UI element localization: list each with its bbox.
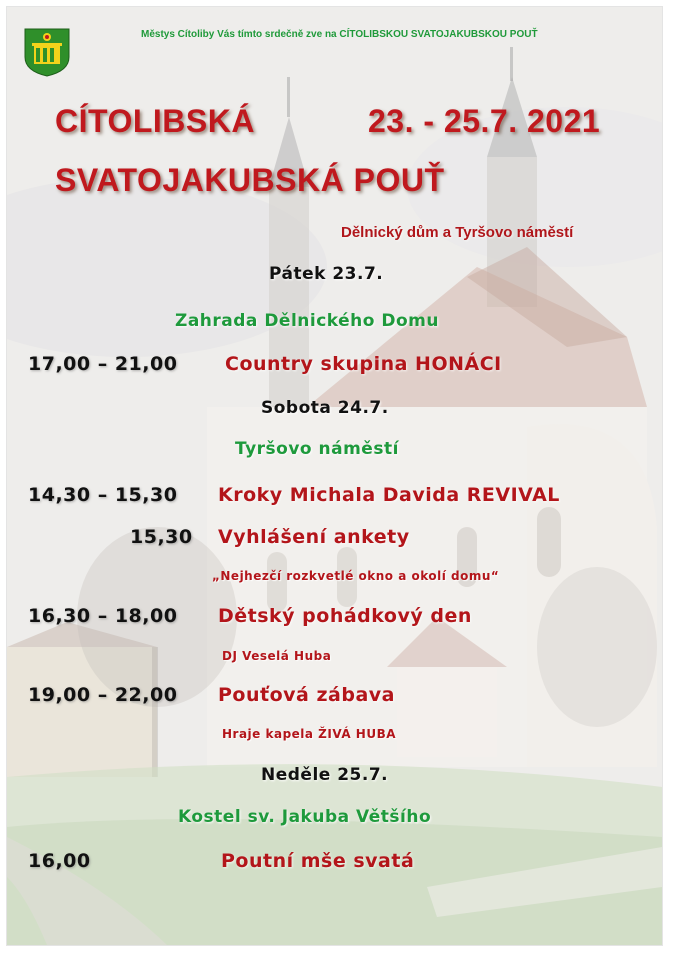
title-svatojakubska-pout: SVATOJAKUBSKÁ POUŤ bbox=[55, 162, 445, 198]
event-note: „Nejhezčí rozkvetlé okno a okolí domu“ bbox=[212, 569, 500, 583]
event-note: Hraje kapela ŽIVÁ HUBA bbox=[222, 727, 397, 741]
place-heading-friday: Zahrada Dělnického Domu bbox=[175, 311, 439, 331]
day-heading-saturday: Sobota 24.7. bbox=[261, 398, 389, 418]
title-dates: 23. - 25.7. 2021 bbox=[368, 103, 601, 139]
invitation-line: Městys Cítoliby Vás tímto srdečně zve na CÍTOLIBSKOU SVATOJAKUBSKOU POUŤ bbox=[141, 29, 538, 40]
event-time: 16,00 bbox=[28, 850, 91, 872]
venue-subtitle: Dělnický dům a Tyršovo náměstí bbox=[341, 224, 574, 241]
coat-of-arms-icon bbox=[23, 27, 71, 77]
day-heading-sunday: Neděle 25.7. bbox=[261, 765, 389, 785]
title-cítolibská: CÍTOLIBSKÁ bbox=[55, 103, 255, 139]
event-title: Poutní mše svatá bbox=[221, 850, 415, 872]
event-title: Vyhlášení ankety bbox=[218, 526, 410, 548]
place-heading-saturday: Tyršovo náměstí bbox=[235, 439, 399, 459]
day-heading-friday: Pátek 23.7. bbox=[269, 264, 384, 284]
event-time: 17,00 – 21,00 bbox=[28, 353, 178, 375]
event-title: Kroky Michala Davida REVIVAL bbox=[218, 484, 560, 506]
event-time: 16,30 – 18,00 bbox=[28, 605, 178, 627]
event-time: 14,30 – 15,30 bbox=[28, 484, 178, 506]
place-heading-sunday: Kostel sv. Jakuba Většího bbox=[178, 807, 432, 827]
event-title: Dětský pohádkový den bbox=[218, 605, 472, 627]
invitation-poster bbox=[6, 6, 663, 946]
event-time: 19,00 – 22,00 bbox=[28, 684, 178, 706]
event-time: 15,30 bbox=[130, 526, 193, 548]
event-title: Pouťová zábava bbox=[218, 684, 395, 706]
event-note: DJ Veselá Huba bbox=[222, 649, 332, 663]
event-title: Country skupina HONÁCI bbox=[225, 353, 502, 375]
background-wash bbox=[7, 7, 662, 945]
